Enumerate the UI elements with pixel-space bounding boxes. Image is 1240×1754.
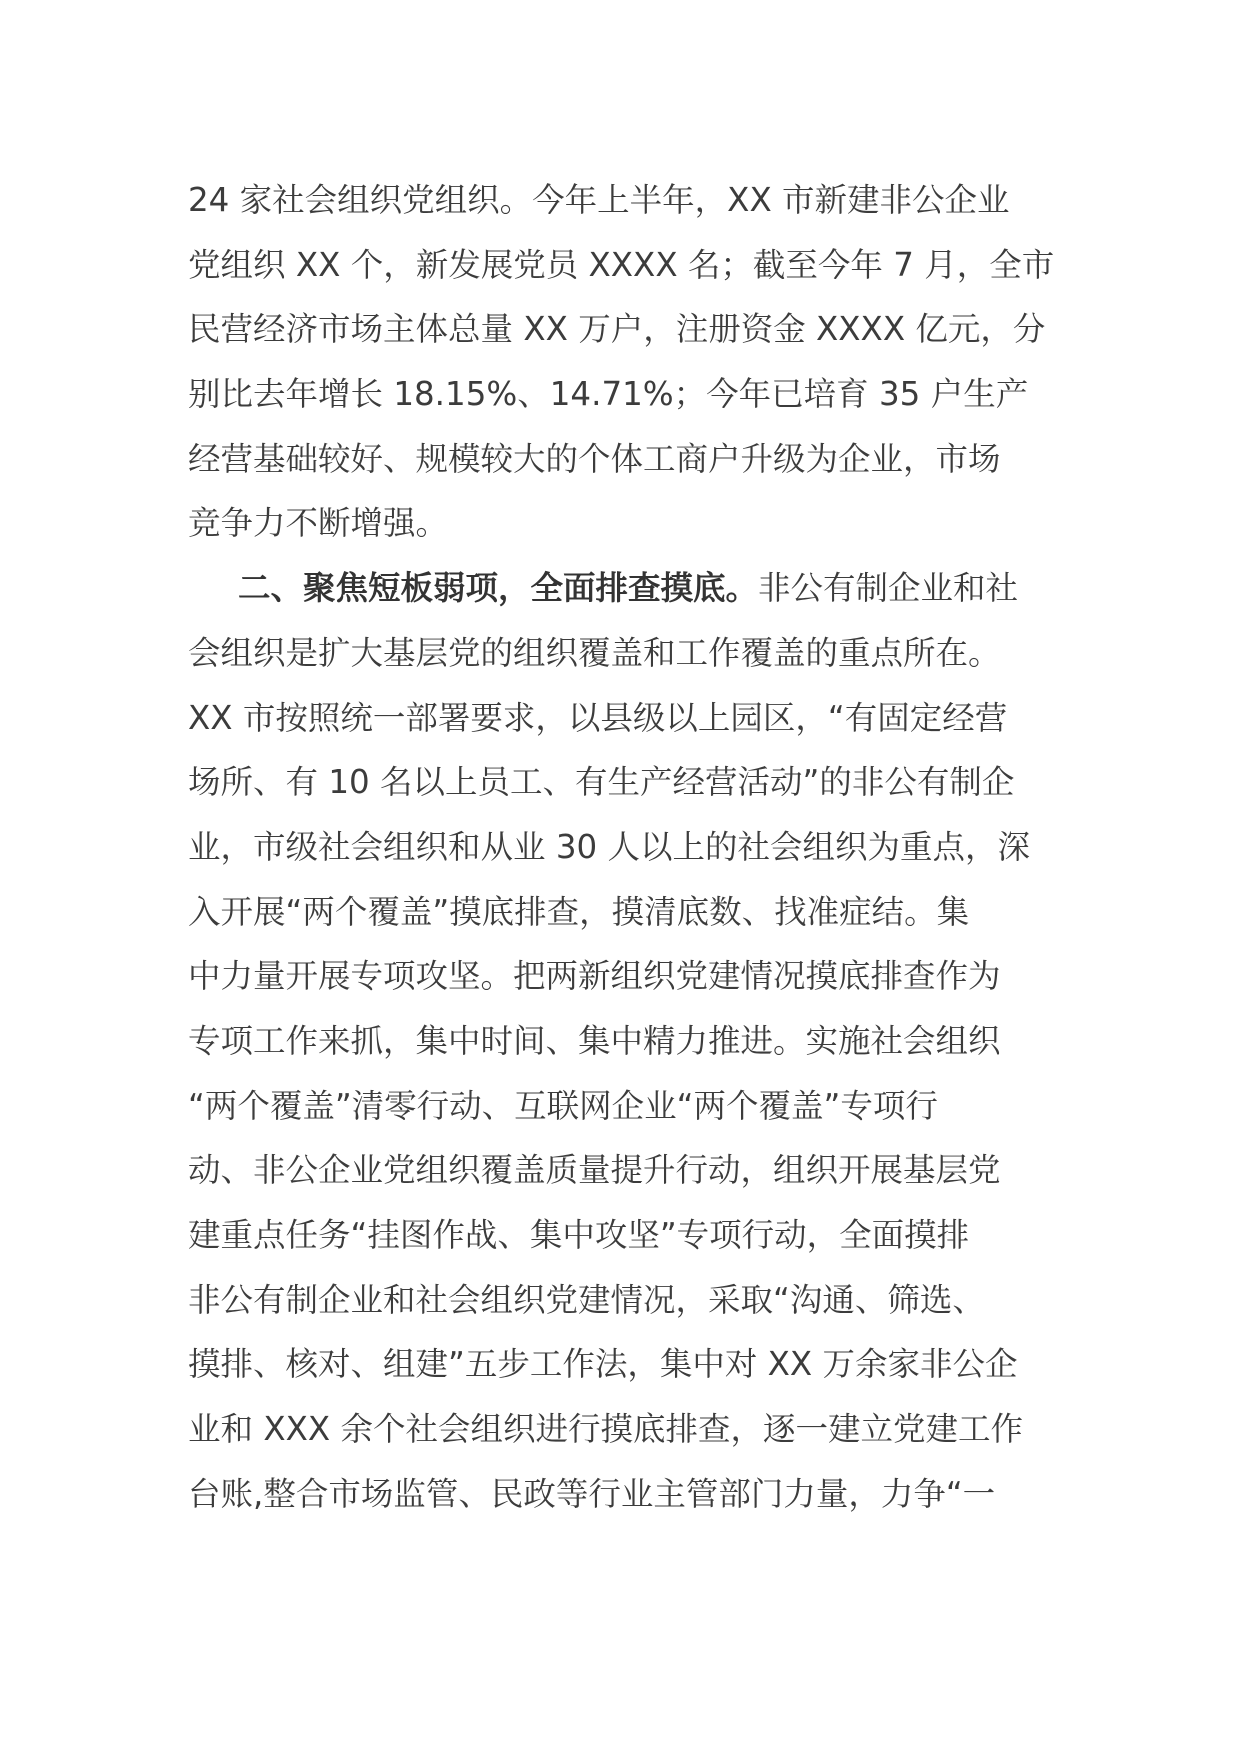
text-line: 党组织 XX 个，新发展党员 XXXX 名；截至今年 7 月，全市: [188, 245, 1055, 284]
text-line: “两个覆盖”清零行动、互联网企业“两个覆盖”专项行: [188, 1086, 938, 1125]
text-line: 经营基础较好、规模较大的个体工商户升级为企业，市场: [188, 439, 1001, 478]
text-line: 动、非公企业党组织覆盖质量提升行动，组织开展基层党: [188, 1151, 1001, 1190]
text-line: 别比去年增长 18.15%、14.71%；今年已培育 35 户生产: [188, 375, 1029, 414]
text-line: 摸排、核对、组建”五步工作法，集中对 XX 万余家非公企: [188, 1345, 1018, 1384]
text-line: 台账,整合市场监管、民政等行业主管部门力量，力争“一: [188, 1474, 996, 1513]
body-text: [188, 168, 1068, 1526]
text-line: 竞争力不断增强。: [188, 504, 449, 543]
paragraph-1: [188, 168, 1068, 556]
text-line: 业，市级社会组织和从业 30 人以上的社会组织为重点，深: [188, 827, 1031, 866]
paragraph-2: [188, 556, 1068, 1526]
text-fragment: 非公有制企业和社: [758, 569, 1019, 608]
text-line: 场所、有 10 名以上员工、有生产经营活动”的非公有制企: [188, 763, 1015, 802]
section-heading: 二、聚焦短板弱项，全面排查摸底。: [238, 569, 759, 608]
text-line: 业和 XXX 余个社会组织进行摸底排查，逐一建立党建工作: [188, 1410, 1023, 1449]
text-line: 会组织是扩大基层党的组织覆盖和工作覆盖的重点所在。: [188, 633, 1001, 672]
paragraph-first-line: [188, 556, 1068, 621]
text-line: 入开展“两个覆盖”摸底排查，摸清底数、找准症结。集: [188, 892, 970, 931]
text-line: 非公有制企业和社会组织党建情况，采取“沟通、筛选、: [188, 1280, 985, 1319]
text-line: 中力量开展专项攻坚。把两新组织党建情况摸底排查作为: [188, 957, 1001, 996]
text-line: 民营经济市场主体总量 XX 万户，注册资金 XXXX 亿元，分: [188, 310, 1046, 349]
text-line: 专项工作来抓，集中时间、集中精力推进。实施社会组织: [188, 1021, 1001, 1060]
text-line: 建重点任务“挂图作战、集中攻坚”专项行动，全面摸排: [188, 1216, 970, 1254]
text-line: 24 家社会组织党组织。今年上半年，XX 市新建非公企业: [188, 181, 1010, 219]
text-line: XX 市按照统一部署要求，以县级以上园区，“有固定经营: [188, 698, 1008, 737]
